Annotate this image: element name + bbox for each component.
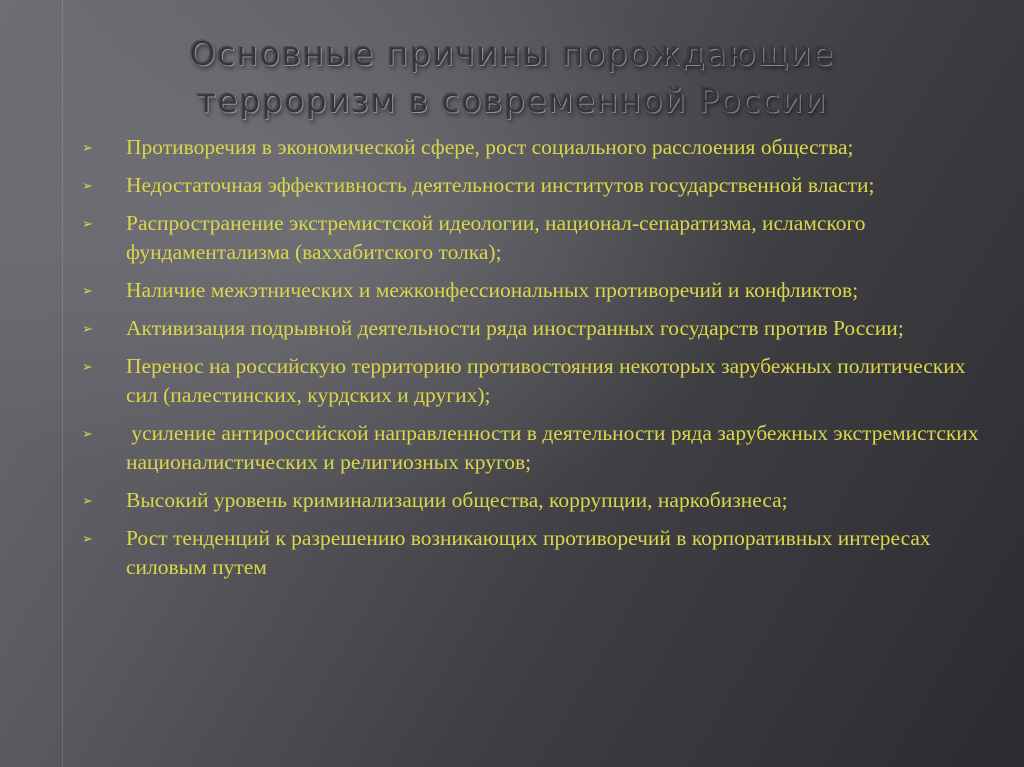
bullet-text: Высокий уровень криминализации общества, коррупции, наркобизнеса; [126,488,788,512]
bullet-text: Перенос на российскую территорию противостояния некоторых зарубежных политических сил (палестинских, курдских и других); [126,354,966,407]
arrow-bullet-icon: ➢ [82,532,93,547]
bullet-list [80,133,984,591]
bullet-item [80,486,980,515]
bullet-text: Наличие межэтнических и межконфессиональных противоречий и конфликтов; [126,278,859,302]
bullet-text: Противоречия в экономической сфере, рост социального расслоения общества; [126,135,854,159]
bullet-item [80,352,980,410]
slide-title-line-1: Основные причины порождающие [189,34,835,73]
bullet-text: Рост тенденций к разрешению возникающих противоречий в корпоративных интересах силовым путем [126,526,931,579]
bullet-item [80,314,980,343]
arrow-bullet-icon: ➢ [82,179,93,194]
bullet-text: Активизация подрывной деятельности ряда иностранных государств против России; [126,316,904,340]
bullet-item [80,171,980,200]
slide-title [80,30,944,124]
bullet-item [80,524,980,582]
arrow-bullet-icon: ➢ [82,494,93,509]
arrow-bullet-icon: ➢ [82,217,93,232]
bullet-text: Недостаточная эффективность деятельности институтов государственной власти; [126,173,875,197]
bullet-item [80,133,980,162]
bullet-text: Распространение экстремистской идеологии, национал-сепаратизма, исламского фундаментализма (ваххабитского толка); [126,211,866,264]
arrow-bullet-icon: ➢ [82,360,93,375]
arrow-bullet-icon: ➢ [82,427,93,442]
frame-divider-line [62,0,63,767]
bullet-item [80,276,980,305]
bullet-item [80,419,984,477]
slide-title-line-2: терроризм в современной России [196,81,828,120]
bullet-text: усиление антироссийской направленности в деятельности ряда зарубежных экстремистских националистических и религиозных кругов; [126,421,984,474]
bullet-item [80,209,980,267]
arrow-bullet-icon: ➢ [82,322,93,337]
arrow-bullet-icon: ➢ [82,284,93,299]
arrow-bullet-icon: ➢ [82,141,93,156]
